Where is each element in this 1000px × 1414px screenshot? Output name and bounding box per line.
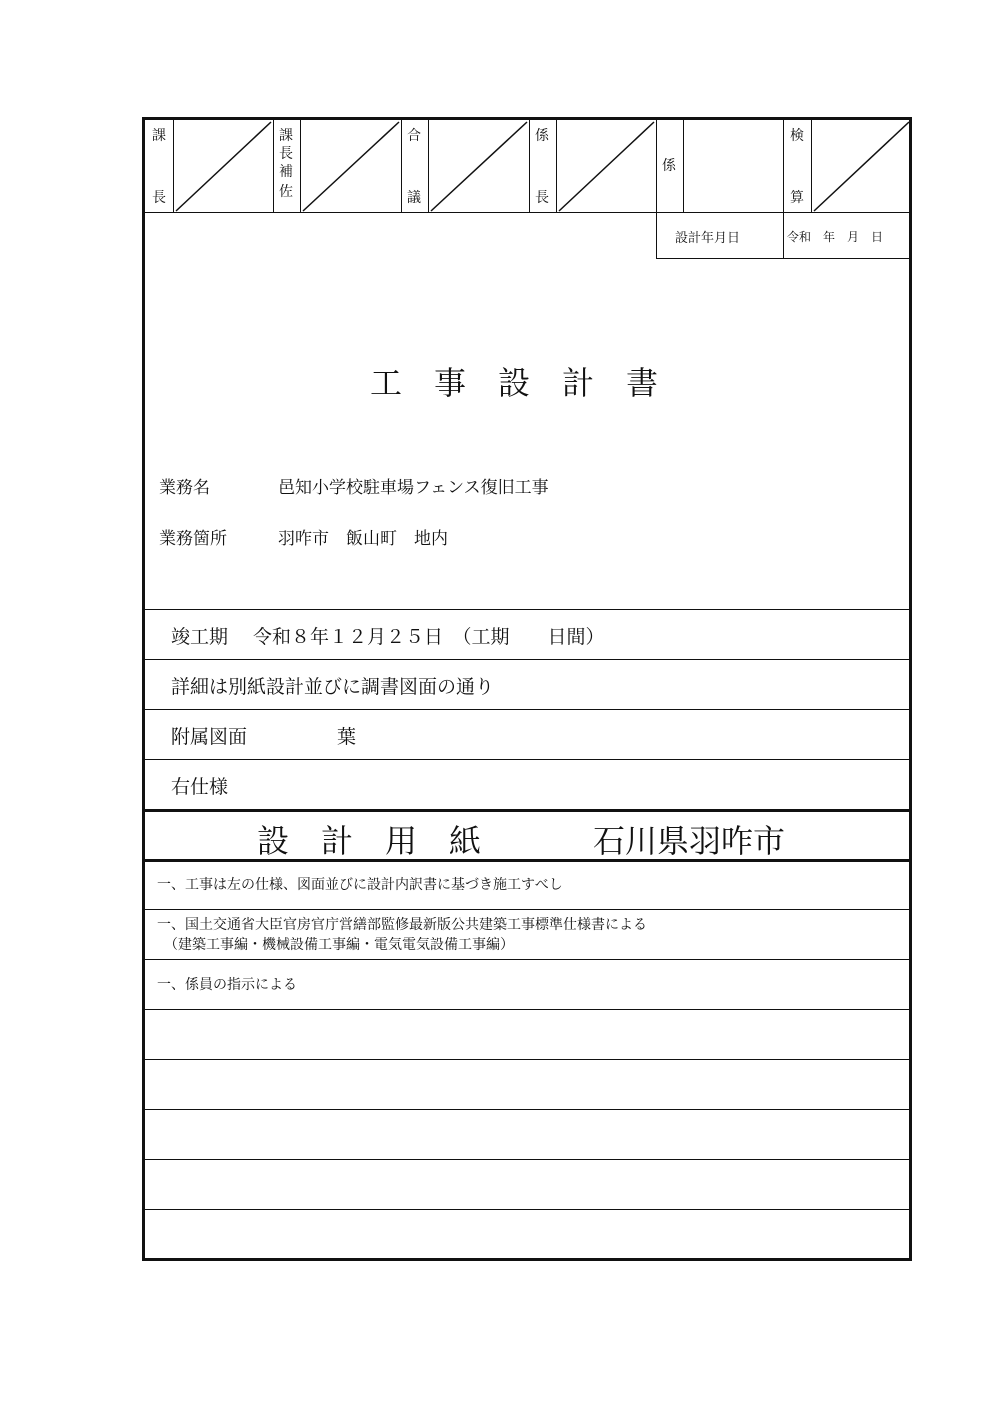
stamp-kacho-top: 課 (152, 128, 166, 144)
banner-right: 石川県羽咋市 (593, 822, 786, 860)
spec-line-2: 一、国土交通省大臣官房官庁営繕部監修最新版公共建築工事標準仕様書による (157, 917, 647, 933)
stamp-hosa-2: 長 (279, 146, 293, 162)
stamp-kensan-bottom: 算 (790, 190, 804, 206)
spec-line-3: （建築工事編・機械設備工事編・電気電気設備工事編） (157, 937, 514, 953)
attached-drawings-value: 葉 (337, 726, 357, 748)
stamp-kensan-top: 検 (790, 128, 804, 144)
banner-left: 設 計 用 紙 (257, 822, 482, 860)
row-line (145, 1059, 909, 1060)
row-line (145, 609, 909, 610)
completion-row: 竣工期 令和８年１２月２５日 （工期 日間） (171, 626, 605, 648)
document-title: 工 事 設 計 書 (370, 364, 659, 402)
stamp-kakaricho-bottom: 長 (535, 190, 549, 206)
row-line (145, 709, 909, 710)
stamp-hosa-3: 補 (279, 164, 293, 180)
project-place-label: 業務箇所 (159, 529, 227, 549)
stamp-kacho-bottom: 長 (152, 190, 166, 206)
attached-drawings-label: 附属図面 (171, 726, 248, 748)
row-line (145, 1209, 909, 1210)
row-line (145, 759, 909, 760)
spec-line-1: 一、工事は左の仕様、図面並びに設計内訳書に基づき施工すべし (157, 877, 563, 893)
design-date-label: 設計年月日 (675, 231, 741, 246)
stamp-kakaricho-top: 係 (535, 128, 549, 144)
date-row-bottom-line (656, 258, 909, 259)
project-place-value: 羽咋市 飯山町 地内 (278, 529, 448, 549)
stamp-gogi-bottom: 議 (407, 190, 421, 206)
stamp-gogi-top: 合 (407, 128, 421, 144)
stamp-hosa-1: 課 (279, 128, 293, 144)
row-line (145, 809, 909, 812)
design-document-frame (142, 117, 912, 1261)
project-name-value: 邑知小学校駐車場フェンス復旧工事 (278, 478, 549, 498)
stamp-hosa-4: 佐 (279, 184, 293, 200)
row-line (145, 659, 909, 660)
row-line (145, 1109, 909, 1110)
row-line (145, 1159, 909, 1160)
row-line (145, 1009, 909, 1010)
row-line (145, 909, 909, 910)
details-row: 詳細は別紙設計並びに調書図面の通り (171, 676, 495, 698)
design-date-value: 令和 年 月 日 (787, 230, 884, 244)
row-line (145, 959, 909, 960)
spec-line-4: 一、係員の指示による (157, 977, 297, 993)
stamp-kakari: 係 (662, 158, 676, 174)
project-name-label: 業務名 (159, 478, 210, 498)
right-spec-row: 右仕様 (171, 776, 229, 798)
